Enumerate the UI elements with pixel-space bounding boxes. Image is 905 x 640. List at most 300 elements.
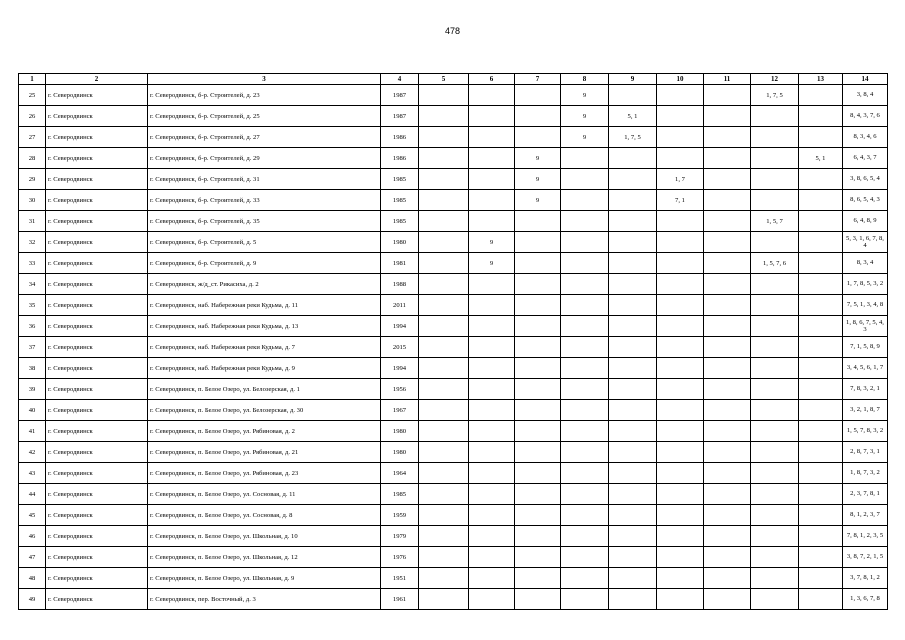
table-row <box>19 400 888 421</box>
table-row <box>19 232 888 253</box>
table-cell <box>799 442 843 463</box>
table-cell <box>704 358 751 379</box>
table-cell: 8, 3, 4 <box>843 253 888 274</box>
table-row <box>19 379 888 400</box>
table-cell: 46 <box>19 526 46 547</box>
table-cell <box>515 379 561 400</box>
table-cell: 8, 3, 4, 6 <box>843 127 888 148</box>
table-cell: 1, 5, 7, 8, 3, 2 <box>843 421 888 442</box>
table-cell: 1987 <box>381 85 419 106</box>
table-cell: г. Северодвинск, наб. Набережная реки Кудьма, д. 13 <box>148 316 381 337</box>
column-header: 6 <box>469 74 515 85</box>
table-cell: г. Северодвинск <box>46 316 148 337</box>
table-cell <box>751 190 799 211</box>
table-cell <box>609 589 657 610</box>
table-cell: г. Северодвинск <box>46 463 148 484</box>
table-cell: г. Северодвинск <box>46 337 148 358</box>
table-row <box>19 253 888 274</box>
table-cell: 26 <box>19 106 46 127</box>
table-cell: 1980 <box>381 421 419 442</box>
table-cell: г. Северодвинск <box>46 190 148 211</box>
table-cell: 1985 <box>381 484 419 505</box>
table-cell <box>515 484 561 505</box>
table-cell <box>561 295 609 316</box>
table-cell <box>561 211 609 232</box>
table-cell <box>657 253 704 274</box>
table-cell: 1967 <box>381 400 419 421</box>
table-cell <box>609 568 657 589</box>
table-cell: 1985 <box>381 169 419 190</box>
table-cell <box>561 547 609 568</box>
table-cell: г. Северодвинск, п. Белое Озеро, ул. Сосновая, д. 8 <box>148 505 381 526</box>
table-cell <box>609 211 657 232</box>
table-cell <box>419 274 469 295</box>
table-cell: 1951 <box>381 568 419 589</box>
table-cell: 1994 <box>381 316 419 337</box>
table-cell <box>704 505 751 526</box>
table-cell <box>561 568 609 589</box>
table-cell <box>704 190 751 211</box>
table-cell: г. Северодвинск, б-р. Строителей, д. 23 <box>148 85 381 106</box>
table-cell: 1964 <box>381 463 419 484</box>
table-cell <box>751 442 799 463</box>
table-cell <box>799 547 843 568</box>
table-cell <box>515 274 561 295</box>
table-cell: 9 <box>469 253 515 274</box>
table-cell: 6, 4, 3, 7 <box>843 148 888 169</box>
table-cell: 1985 <box>381 190 419 211</box>
table-cell: 36 <box>19 316 46 337</box>
table-cell <box>515 316 561 337</box>
table-cell <box>609 85 657 106</box>
table-cell: 1976 <box>381 547 419 568</box>
table-row <box>19 169 888 190</box>
column-header: 1 <box>19 74 46 85</box>
table-cell <box>561 484 609 505</box>
table-cell <box>469 169 515 190</box>
table-cell <box>751 127 799 148</box>
table-row <box>19 85 888 106</box>
table-cell <box>561 505 609 526</box>
table-cell: 9 <box>561 85 609 106</box>
table-cell <box>419 463 469 484</box>
table-cell <box>561 421 609 442</box>
column-header: 7 <box>515 74 561 85</box>
table-cell: г. Северодвинск <box>46 295 148 316</box>
table-cell <box>799 85 843 106</box>
table-cell <box>609 190 657 211</box>
table-cell <box>799 274 843 295</box>
table-cell: г. Северодвинск <box>46 379 148 400</box>
table-cell <box>657 463 704 484</box>
table-cell <box>657 337 704 358</box>
table-cell: г. Северодвинск <box>46 169 148 190</box>
table-cell <box>751 526 799 547</box>
table-cell <box>419 253 469 274</box>
table-cell: 43 <box>19 463 46 484</box>
table-row <box>19 589 888 610</box>
table-cell: г. Северодвинск, б-р. Строителей, д. 5 <box>148 232 381 253</box>
table-cell: 1959 <box>381 505 419 526</box>
table-cell <box>751 400 799 421</box>
table-cell <box>704 484 751 505</box>
table-cell: 25 <box>19 85 46 106</box>
table-cell: 41 <box>19 421 46 442</box>
register-table <box>18 73 888 610</box>
table-cell: 1, 7, 5 <box>609 127 657 148</box>
table-cell: г. Северодвинск, б-р. Строителей, д. 35 <box>148 211 381 232</box>
table-cell <box>469 505 515 526</box>
table-cell <box>751 484 799 505</box>
table-cell <box>799 316 843 337</box>
table-cell <box>469 316 515 337</box>
table-row <box>19 127 888 148</box>
table-cell: г. Северодвинск <box>46 85 148 106</box>
table-cell <box>704 127 751 148</box>
table-cell: 37 <box>19 337 46 358</box>
table-cell: г. Северодвинск <box>46 400 148 421</box>
table-cell: 5, 3, 1, 6, 7, 8, 4 <box>843 232 888 253</box>
page-number: 478 <box>444 26 461 36</box>
table-cell <box>515 505 561 526</box>
table-cell <box>419 169 469 190</box>
table-cell <box>469 589 515 610</box>
table-cell <box>799 211 843 232</box>
table-cell <box>704 421 751 442</box>
table-cell <box>515 589 561 610</box>
table-cell <box>561 190 609 211</box>
table-cell <box>419 85 469 106</box>
table-cell <box>469 358 515 379</box>
table-cell <box>515 463 561 484</box>
table-cell <box>704 547 751 568</box>
column-header: 9 <box>609 74 657 85</box>
table-cell: 40 <box>19 400 46 421</box>
table-row <box>19 463 888 484</box>
table-cell <box>799 169 843 190</box>
table-cell <box>469 568 515 589</box>
table-cell <box>469 127 515 148</box>
table-cell <box>469 190 515 211</box>
table-cell: г. Северодвинск <box>46 526 148 547</box>
table-cell: 49 <box>19 589 46 610</box>
table-cell <box>561 442 609 463</box>
table-cell: 31 <box>19 211 46 232</box>
table-cell <box>561 232 609 253</box>
table-cell <box>609 442 657 463</box>
table-cell <box>751 463 799 484</box>
table-cell: г. Северодвинск, п. Белое Озеро, ул. Рябиновая, д. 21 <box>148 442 381 463</box>
table-cell: 34 <box>19 274 46 295</box>
table-cell: 32 <box>19 232 46 253</box>
table-cell: 45 <box>19 505 46 526</box>
table-cell: 1988 <box>381 274 419 295</box>
table-cell <box>704 463 751 484</box>
table-cell <box>704 568 751 589</box>
table-cell <box>515 547 561 568</box>
table-row <box>19 505 888 526</box>
table-cell <box>609 169 657 190</box>
table-cell: г. Северодвинск <box>46 568 148 589</box>
table-cell <box>515 232 561 253</box>
table-cell: 7, 5, 1, 3, 4, 8 <box>843 295 888 316</box>
table-cell: 38 <box>19 358 46 379</box>
table-cell: 9 <box>561 127 609 148</box>
table-row <box>19 337 888 358</box>
table-cell <box>657 274 704 295</box>
column-header: 5 <box>419 74 469 85</box>
table-cell <box>704 526 751 547</box>
table-cell <box>799 232 843 253</box>
table-cell <box>751 148 799 169</box>
table-cell <box>657 148 704 169</box>
table-cell: 1985 <box>381 211 419 232</box>
column-header: 14 <box>843 74 888 85</box>
table-cell: 48 <box>19 568 46 589</box>
table-cell: 47 <box>19 547 46 568</box>
table-cell <box>657 547 704 568</box>
table-cell <box>751 232 799 253</box>
column-header: 10 <box>657 74 704 85</box>
table-cell <box>657 232 704 253</box>
table-cell <box>561 526 609 547</box>
table-cell: 2011 <box>381 295 419 316</box>
table-cell <box>704 379 751 400</box>
table-cell <box>799 463 843 484</box>
table-cell: 7, 1 <box>657 190 704 211</box>
table-cell <box>561 274 609 295</box>
table-cell <box>799 589 843 610</box>
table-cell <box>751 169 799 190</box>
table-cell: 9 <box>515 190 561 211</box>
table-cell: г. Северодвинск, ж/д_ст. Рикасиха, д. 2 <box>148 274 381 295</box>
table-cell: 27 <box>19 127 46 148</box>
table-cell <box>419 127 469 148</box>
table-cell <box>799 106 843 127</box>
table-cell <box>515 295 561 316</box>
table-cell: г. Северодвинск, п. Белое Озеро, ул. Белозерская, д. 1 <box>148 379 381 400</box>
table-cell <box>609 148 657 169</box>
table-row <box>19 295 888 316</box>
table-cell: г. Северодвинск, наб. Набережная реки Кудьма, д. 7 <box>148 337 381 358</box>
table-cell: 7, 8, 1, 2, 3, 5 <box>843 526 888 547</box>
table-cell <box>751 568 799 589</box>
table-cell <box>419 358 469 379</box>
table-cell: г. Северодвинск <box>46 211 148 232</box>
table-row <box>19 148 888 169</box>
table-cell <box>751 589 799 610</box>
table-cell: 1, 7 <box>657 169 704 190</box>
table-cell: г. Северодвинск, п. Белое Озеро, ул. Белозерская, д. 30 <box>148 400 381 421</box>
table-cell: 7, 8, 3, 2, 1 <box>843 379 888 400</box>
column-header: 8 <box>561 74 609 85</box>
table-cell <box>799 337 843 358</box>
table-row <box>19 106 888 127</box>
table-cell: г. Северодвинск <box>46 106 148 127</box>
table-cell <box>561 316 609 337</box>
table-cell <box>704 85 751 106</box>
table-cell: 3, 8, 7, 2, 1, 5 <box>843 547 888 568</box>
table-cell: 1994 <box>381 358 419 379</box>
table-cell <box>609 295 657 316</box>
table-cell <box>515 358 561 379</box>
table-cell: г. Северодвинск <box>46 442 148 463</box>
table-cell <box>469 463 515 484</box>
table-cell: 1986 <box>381 148 419 169</box>
table-row <box>19 274 888 295</box>
table-row <box>19 547 888 568</box>
table-cell: г. Северодвинск, п. Белое Озеро, ул. Школьная, д. 10 <box>148 526 381 547</box>
table-cell <box>609 463 657 484</box>
table-cell <box>657 106 704 127</box>
table-cell <box>515 127 561 148</box>
table-cell <box>704 295 751 316</box>
table-row <box>19 568 888 589</box>
table-cell <box>799 505 843 526</box>
table-cell: 39 <box>19 379 46 400</box>
table-cell <box>751 358 799 379</box>
table-cell <box>609 421 657 442</box>
table-cell <box>751 295 799 316</box>
table-cell <box>751 337 799 358</box>
table-cell <box>704 442 751 463</box>
table-cell: 8, 4, 3, 7, 6 <box>843 106 888 127</box>
table-cell <box>419 148 469 169</box>
table-cell <box>419 526 469 547</box>
table-cell: 1980 <box>381 232 419 253</box>
table-cell <box>657 526 704 547</box>
table-cell: г. Северодвинск, б-р. Строителей, д. 31 <box>148 169 381 190</box>
table-cell: 29 <box>19 169 46 190</box>
table-cell: 30 <box>19 190 46 211</box>
table-cell: 1979 <box>381 526 419 547</box>
table-cell: 7, 1, 5, 8, 9 <box>843 337 888 358</box>
table-cell <box>515 85 561 106</box>
table-cell <box>515 337 561 358</box>
table-cell <box>469 421 515 442</box>
table-cell <box>419 190 469 211</box>
table-cell <box>469 442 515 463</box>
table-cell <box>419 484 469 505</box>
table-cell <box>469 379 515 400</box>
table-cell <box>515 253 561 274</box>
table-cell <box>799 127 843 148</box>
table-cell <box>515 568 561 589</box>
table-cell <box>561 337 609 358</box>
table-cell <box>657 379 704 400</box>
table-cell <box>419 400 469 421</box>
table-row <box>19 421 888 442</box>
table-cell: г. Северодвинск <box>46 484 148 505</box>
table-cell <box>657 358 704 379</box>
table-cell <box>751 379 799 400</box>
table-cell <box>799 421 843 442</box>
table-cell: г. Северодвинск, наб. Набережная реки Кудьма, д. 9 <box>148 358 381 379</box>
column-header: 13 <box>799 74 843 85</box>
table-cell <box>751 274 799 295</box>
table-cell <box>515 442 561 463</box>
table-cell <box>515 211 561 232</box>
table-cell <box>799 379 843 400</box>
table-cell <box>609 337 657 358</box>
table-cell <box>609 505 657 526</box>
table-cell: 1, 5, 7, 6 <box>751 253 799 274</box>
table-cell <box>469 274 515 295</box>
table-cell: г. Северодвинск <box>46 358 148 379</box>
table-cell <box>704 169 751 190</box>
table-cell <box>799 190 843 211</box>
table-cell: 33 <box>19 253 46 274</box>
table-cell: 9 <box>515 169 561 190</box>
table-cell: г. Северодвинск, б-р. Строителей, д. 27 <box>148 127 381 148</box>
table-cell <box>704 232 751 253</box>
table-cell <box>799 400 843 421</box>
table-cell <box>609 526 657 547</box>
table-cell: 9 <box>515 148 561 169</box>
table-cell: 44 <box>19 484 46 505</box>
table-cell: 9 <box>561 106 609 127</box>
table-cell: 3, 4, 5, 6, 1, 7 <box>843 358 888 379</box>
table-cell: 6, 4, 8, 9 <box>843 211 888 232</box>
table-cell <box>704 148 751 169</box>
table-cell: 1986 <box>381 127 419 148</box>
table-cell <box>561 400 609 421</box>
table-cell <box>561 253 609 274</box>
table-cell: г. Северодвинск <box>46 421 148 442</box>
table-cell <box>657 442 704 463</box>
table-cell: 3, 7, 8, 1, 2 <box>843 568 888 589</box>
table-cell <box>561 463 609 484</box>
table-cell <box>609 484 657 505</box>
table-cell <box>657 400 704 421</box>
table-cell <box>609 358 657 379</box>
table-cell <box>419 106 469 127</box>
table-cell <box>609 232 657 253</box>
table-cell: г. Северодвинск <box>46 589 148 610</box>
table-cell <box>419 316 469 337</box>
table-cell <box>469 400 515 421</box>
table-cell <box>419 211 469 232</box>
table-cell: г. Северодвинск <box>46 148 148 169</box>
table-cell <box>419 337 469 358</box>
table-cell: 8, 1, 2, 3, 7 <box>843 505 888 526</box>
table-cell <box>419 421 469 442</box>
table-cell <box>515 106 561 127</box>
table-cell <box>751 106 799 127</box>
table-cell <box>799 358 843 379</box>
table-cell <box>561 148 609 169</box>
table-cell: 1961 <box>381 589 419 610</box>
table-row <box>19 484 888 505</box>
table-cell: 3, 8, 4 <box>843 85 888 106</box>
table-cell <box>419 568 469 589</box>
table-cell <box>799 253 843 274</box>
table-cell <box>561 169 609 190</box>
table-row <box>19 442 888 463</box>
table-cell <box>469 106 515 127</box>
table-cell: г. Северодвинск, б-р. Строителей, д. 29 <box>148 148 381 169</box>
table-cell: г. Северодвинск, б-р. Строителей, д. 9 <box>148 253 381 274</box>
table-cell: г. Северодвинск <box>46 253 148 274</box>
table-cell <box>657 589 704 610</box>
table-cell: г. Северодвинск, пер. Восточный, д. 3 <box>148 589 381 610</box>
table-cell <box>704 316 751 337</box>
table-cell <box>469 295 515 316</box>
table-cell <box>609 379 657 400</box>
table-cell: г. Северодвинск, п. Белое Озеро, ул. Школьная, д. 12 <box>148 547 381 568</box>
table-cell: г. Северодвинск <box>46 547 148 568</box>
table-cell <box>751 316 799 337</box>
